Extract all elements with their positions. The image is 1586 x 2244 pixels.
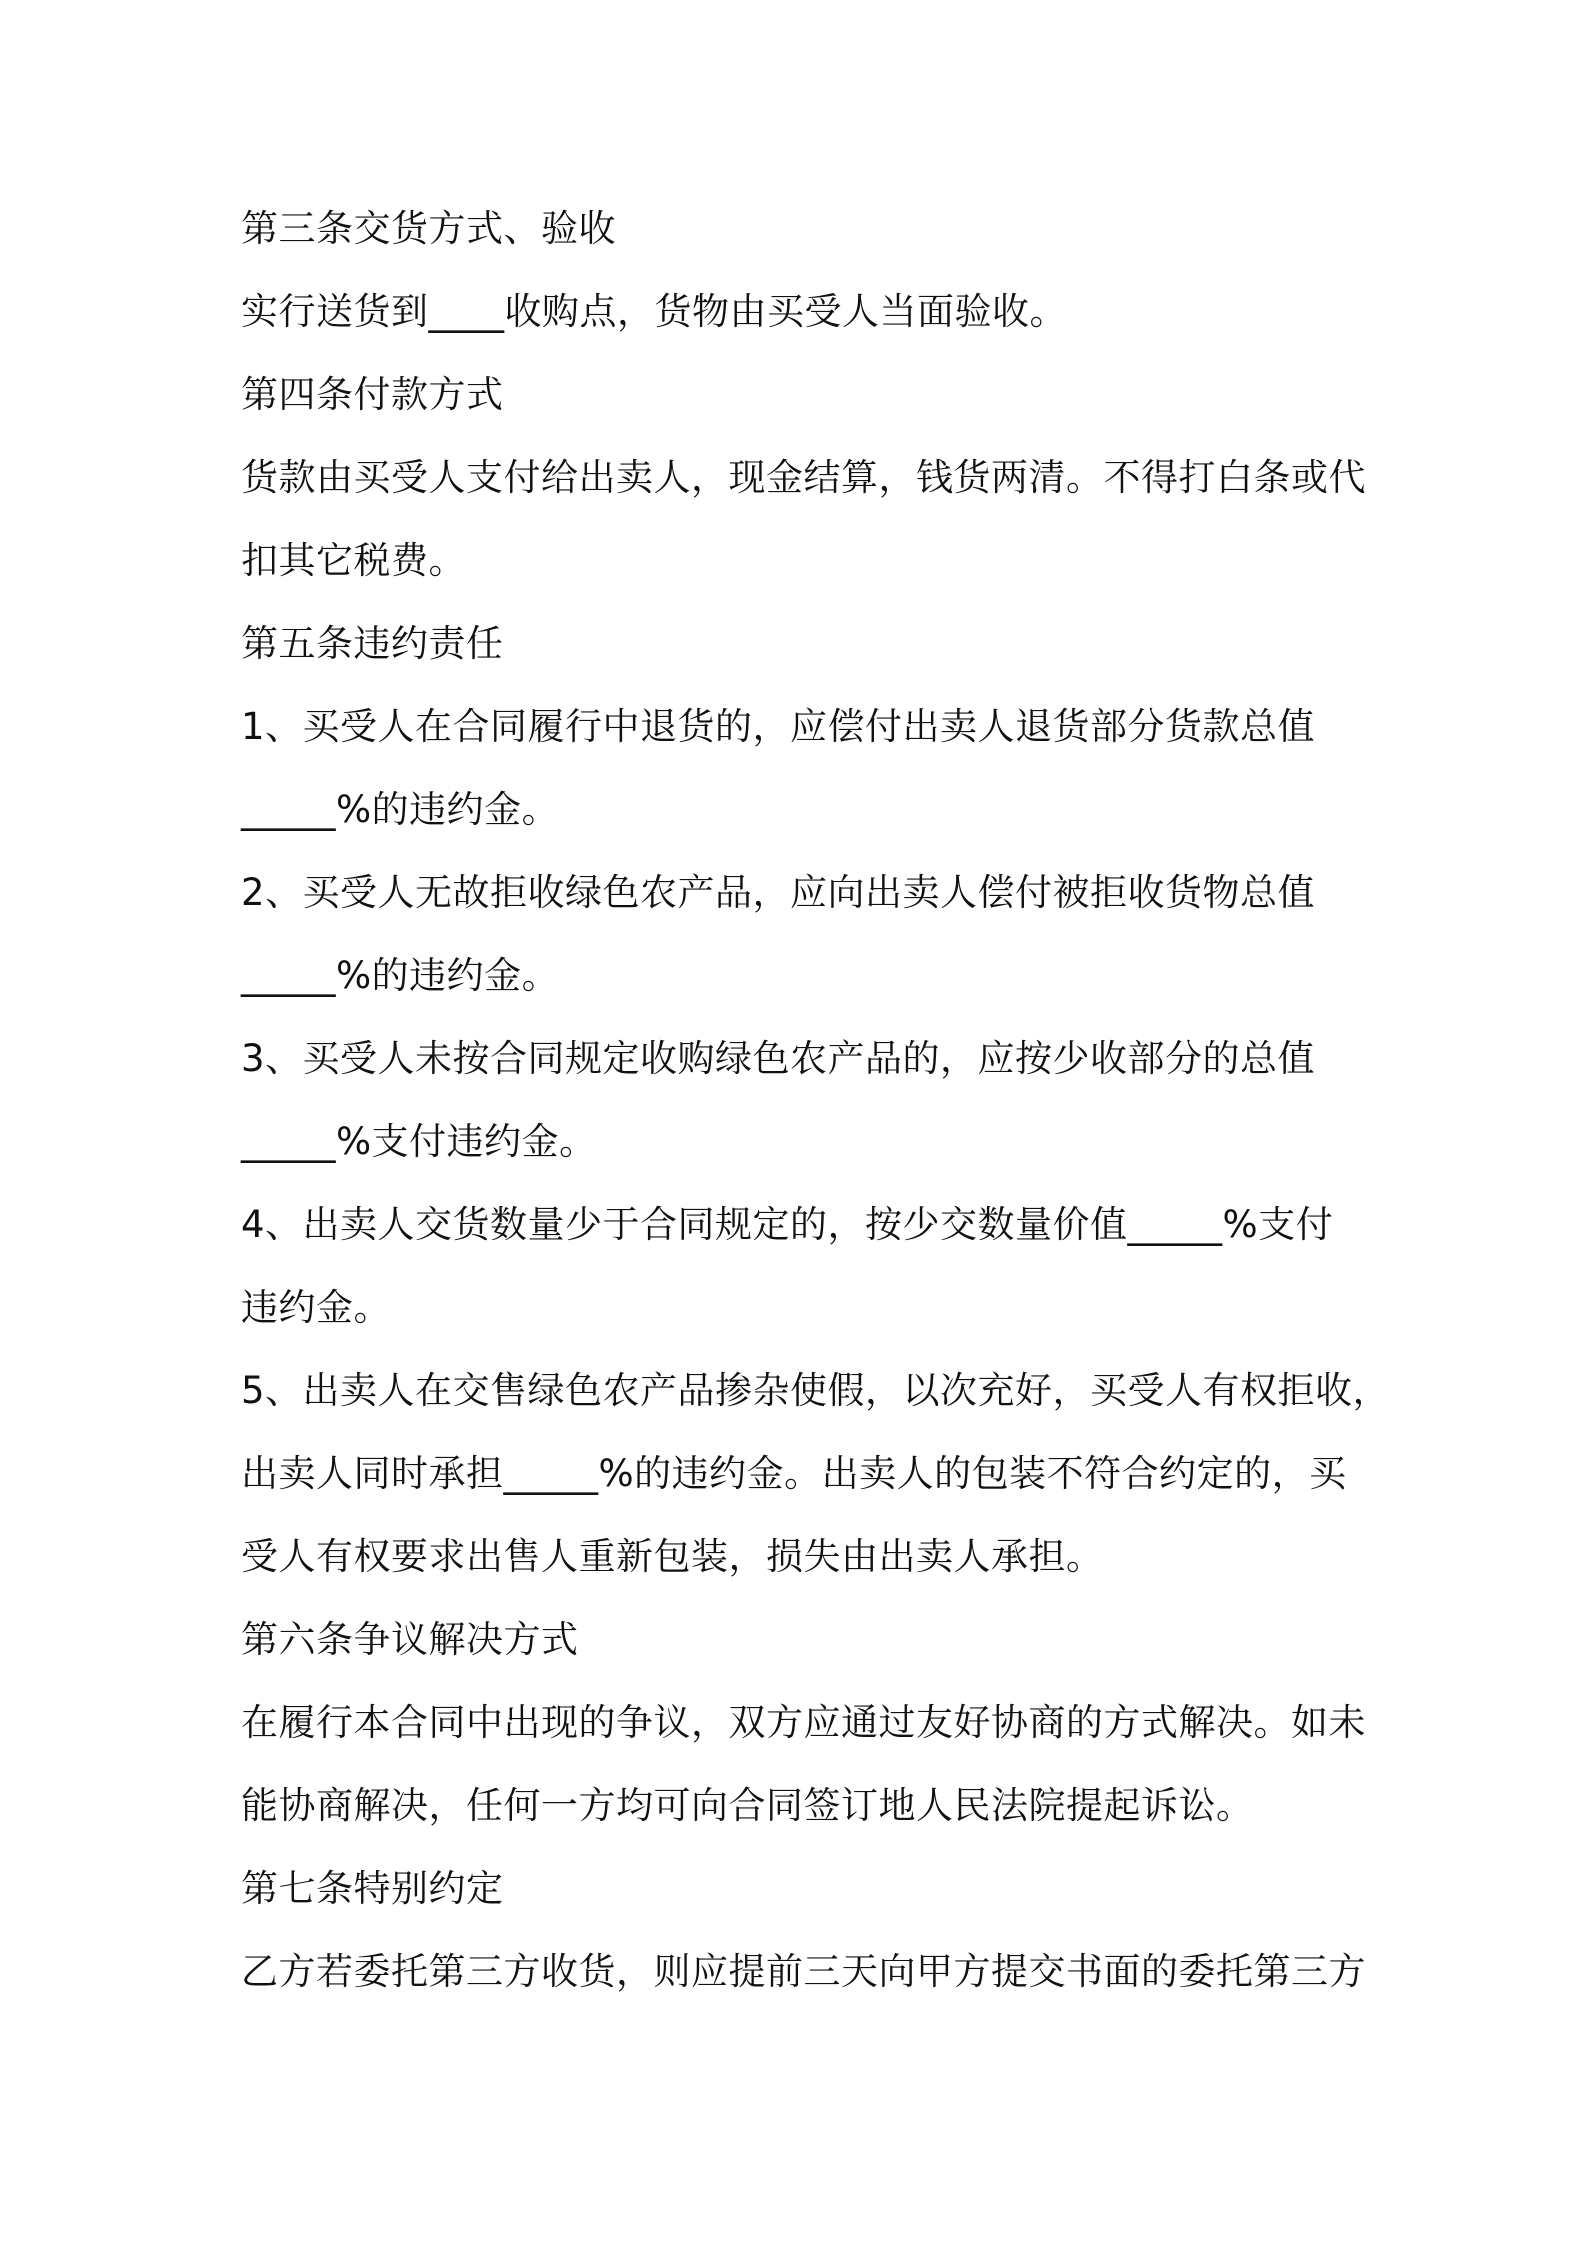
article-6-body-line-2: 能协商解决，任何一方均可向合同签订地人民法院提起诉讼。	[241, 1784, 1254, 1827]
article-5-item-5-line-2: 出卖人同时承担_____%的违约金。出卖人的包装不符合约定的，买	[241, 1452, 1347, 1495]
article-5-item-5-line-1: 5、出卖人在交售绿色农产品掺杂使假，以次充好，买受人有权拒收，	[241, 1369, 1391, 1412]
article-3-body: 实行送货到____收购点，货物由买受人当面验收。	[241, 290, 1067, 333]
article-5-item-2-line-1: 2、买受人无故拒收绿色农产品，应向出卖人偿付被拒收货物总值	[241, 871, 1316, 914]
article-5-item-5-line-3: 受人有权要求出售人重新包装，损失由出卖人承担。	[241, 1535, 1104, 1578]
article-5-item-3-line-2: _____%支付违约金。	[241, 1120, 597, 1163]
article-7-body-line-1: 乙方若委托第三方收货，则应提前三天向甲方提交书面的委托第三方	[241, 1950, 1366, 1993]
article-5-item-2-line-2: _____%的违约金。	[241, 954, 560, 997]
article-5-item-4-line-2: 违约金。	[241, 1286, 391, 1329]
article-5-item-1-line-2: _____%的违约金。	[241, 788, 560, 831]
article-4-body-line-2: 扣其它税费。	[241, 539, 466, 582]
article-3-heading: 第三条交货方式、验收	[241, 207, 616, 250]
article-6-body-line-1: 在履行本合同中出现的争议，双方应通过友好协商的方式解决。如未	[241, 1701, 1366, 1744]
article-6-heading: 第六条争议解决方式	[241, 1618, 579, 1661]
article-5-item-3-line-1: 3、买受人未按合同规定收购绿色农产品的，应按少收部分的总值	[241, 1037, 1316, 1080]
article-5-heading: 第五条违约责任	[241, 622, 504, 665]
article-4-heading: 第四条付款方式	[241, 373, 504, 416]
article-5-item-4-line-1: 4、出卖人交货数量少于合同规定的，按少交数量价值_____%支付	[241, 1203, 1334, 1246]
article-4-body-line-1: 货款由买受人支付给出卖人，现金结算，钱货两清。不得打白条或代	[241, 456, 1366, 499]
article-5-item-1-line-1: 1、买受人在合同履行中退货的，应偿付出卖人退货部分货款总值	[241, 705, 1316, 748]
article-7-heading: 第七条特别约定	[241, 1867, 504, 1910]
